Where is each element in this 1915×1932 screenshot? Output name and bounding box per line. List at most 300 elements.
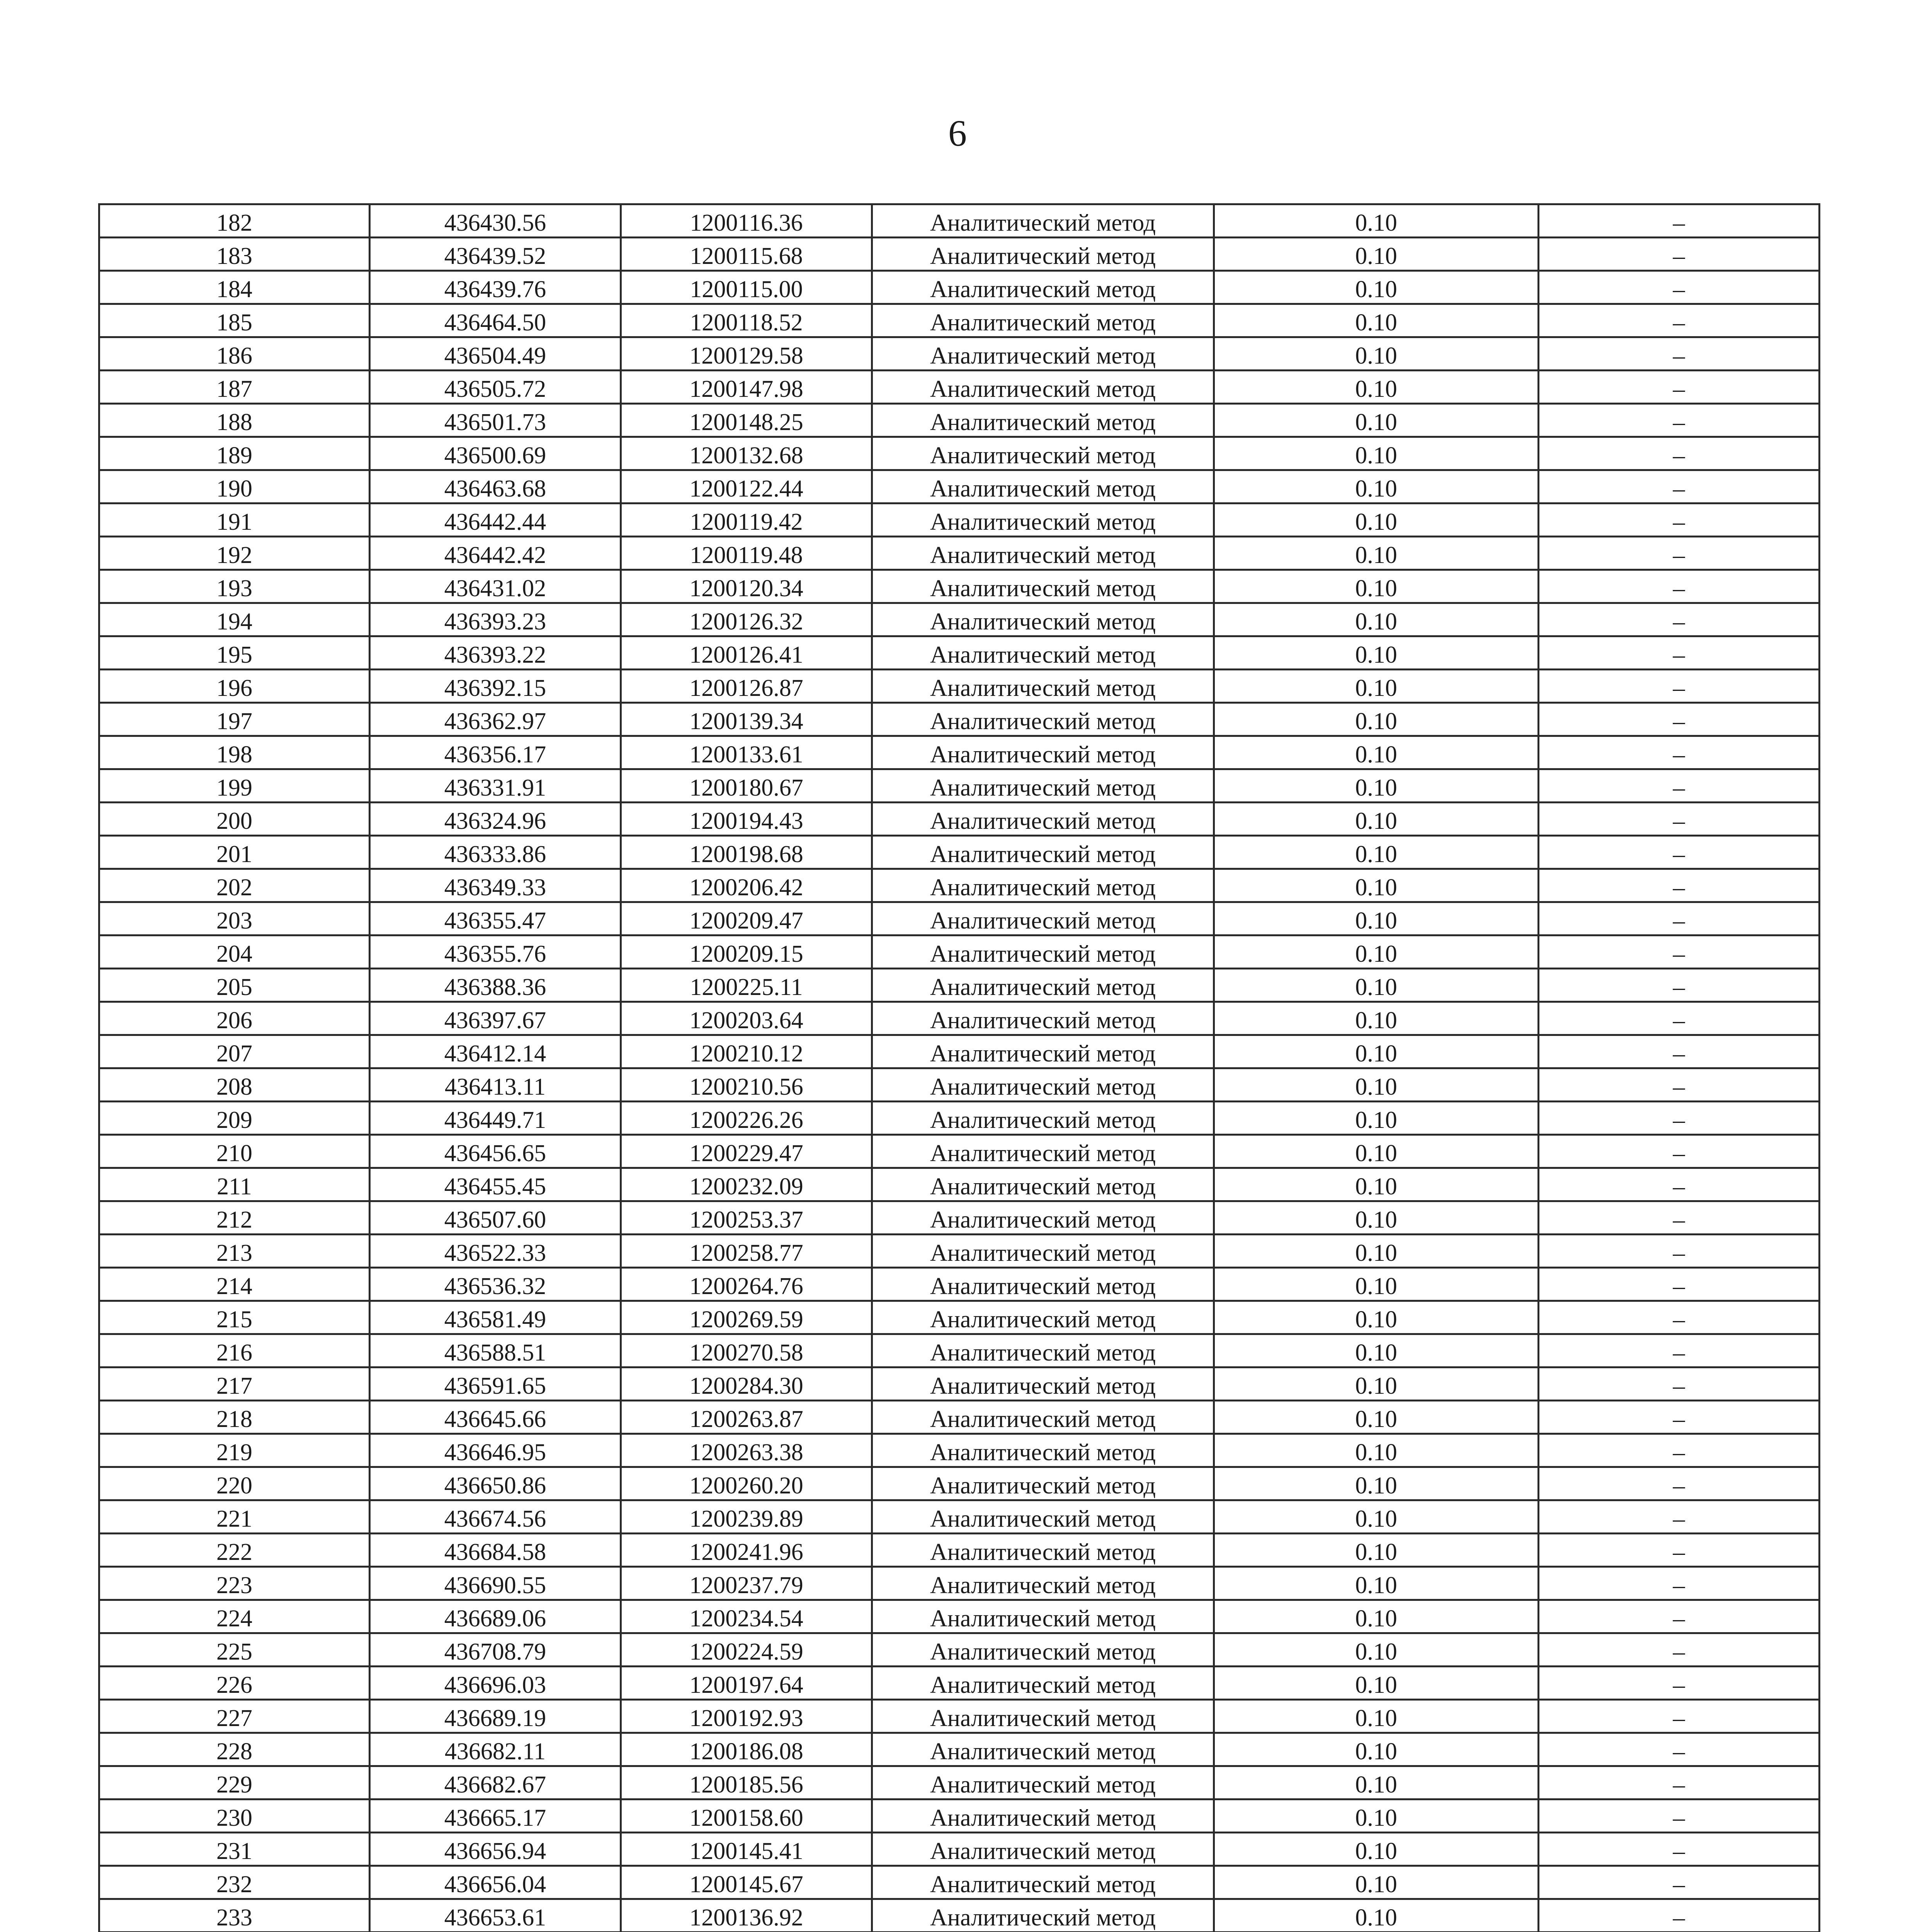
- method-cell: Аналитический метод: [872, 1401, 1214, 1434]
- note-cell: –: [1539, 537, 1820, 570]
- table-body: [99, 204, 1820, 1932]
- y-coordinate-cell: 1200264.76: [621, 1268, 872, 1301]
- note-cell: –: [1539, 636, 1820, 670]
- table-row: [99, 836, 1820, 869]
- table-row: [99, 1268, 1820, 1301]
- y-coordinate-cell: 1200239.89: [621, 1500, 872, 1534]
- y-coordinate-cell: 1200209.15: [621, 935, 872, 969]
- y-coordinate-cell: 1200284.30: [621, 1367, 872, 1401]
- method-cell: Аналитический метод: [872, 1500, 1214, 1534]
- table-row: [99, 1833, 1820, 1866]
- method-cell: Аналитический метод: [872, 736, 1214, 769]
- note-cell: –: [1539, 869, 1820, 902]
- note-cell: –: [1539, 1168, 1820, 1201]
- x-coordinate-cell: 436656.94: [370, 1833, 621, 1866]
- point-number-cell: 208: [99, 1068, 370, 1102]
- accuracy-cell: 0.10: [1214, 1467, 1539, 1500]
- note-cell: –: [1539, 1135, 1820, 1168]
- point-number-cell: 203: [99, 902, 370, 935]
- point-number-cell: 192: [99, 537, 370, 570]
- x-coordinate-cell: 436442.44: [370, 503, 621, 537]
- method-cell: Аналитический метод: [872, 1600, 1214, 1633]
- method-cell: Аналитический метод: [872, 1766, 1214, 1799]
- x-coordinate-cell: 436696.03: [370, 1667, 621, 1700]
- accuracy-cell: 0.10: [1214, 1534, 1539, 1567]
- note-cell: –: [1539, 238, 1820, 271]
- y-coordinate-cell: 1200225.11: [621, 969, 872, 1002]
- note-cell: –: [1539, 803, 1820, 836]
- point-number-cell: 233: [99, 1899, 370, 1932]
- y-coordinate-cell: 1200120.34: [621, 570, 872, 603]
- accuracy-cell: 0.10: [1214, 1334, 1539, 1367]
- note-cell: –: [1539, 1235, 1820, 1268]
- y-coordinate-cell: 1200260.20: [621, 1467, 872, 1500]
- x-coordinate-cell: 436665.17: [370, 1799, 621, 1833]
- note-cell: –: [1539, 304, 1820, 337]
- accuracy-cell: 0.10: [1214, 570, 1539, 603]
- table-row: [99, 1201, 1820, 1235]
- x-coordinate-cell: 436684.58: [370, 1534, 621, 1567]
- table-row: [99, 1534, 1820, 1567]
- note-cell: –: [1539, 736, 1820, 769]
- point-number-cell: 218: [99, 1401, 370, 1434]
- point-number-cell: 230: [99, 1799, 370, 1833]
- note-cell: –: [1539, 437, 1820, 470]
- point-number-cell: 207: [99, 1035, 370, 1068]
- table-row: [99, 503, 1820, 537]
- note-cell: –: [1539, 1567, 1820, 1600]
- accuracy-cell: 0.10: [1214, 404, 1539, 437]
- point-number-cell: 204: [99, 935, 370, 969]
- x-coordinate-cell: 436463.68: [370, 470, 621, 503]
- point-number-cell: 219: [99, 1434, 370, 1467]
- method-cell: Аналитический метод: [872, 371, 1214, 404]
- table-row: [99, 470, 1820, 503]
- accuracy-cell: 0.10: [1214, 503, 1539, 537]
- point-number-cell: 188: [99, 404, 370, 437]
- table-row: [99, 1899, 1820, 1932]
- method-cell: Аналитический метод: [872, 836, 1214, 869]
- accuracy-cell: 0.10: [1214, 1633, 1539, 1667]
- note-cell: –: [1539, 1268, 1820, 1301]
- accuracy-cell: 0.10: [1214, 1600, 1539, 1633]
- point-number-cell: 221: [99, 1500, 370, 1534]
- point-number-cell: 198: [99, 736, 370, 769]
- point-number-cell: 183: [99, 238, 370, 271]
- method-cell: Аналитический метод: [872, 404, 1214, 437]
- note-cell: –: [1539, 1068, 1820, 1102]
- y-coordinate-cell: 1200139.34: [621, 703, 872, 736]
- note-cell: –: [1539, 703, 1820, 736]
- x-coordinate-cell: 436331.91: [370, 769, 621, 803]
- note-cell: –: [1539, 1467, 1820, 1500]
- y-coordinate-cell: 1200263.87: [621, 1401, 872, 1434]
- method-cell: Аналитический метод: [872, 603, 1214, 636]
- x-coordinate-cell: 436431.02: [370, 570, 621, 603]
- accuracy-cell: 0.10: [1214, 1102, 1539, 1135]
- note-cell: –: [1539, 1500, 1820, 1534]
- y-coordinate-cell: 1200226.26: [621, 1102, 872, 1135]
- note-cell: –: [1539, 1700, 1820, 1733]
- y-coordinate-cell: 1200209.47: [621, 902, 872, 935]
- y-coordinate-cell: 1200115.00: [621, 271, 872, 304]
- point-number-cell: 194: [99, 603, 370, 636]
- x-coordinate-cell: 436690.55: [370, 1567, 621, 1600]
- table-row: [99, 1500, 1820, 1534]
- table-row: [99, 1600, 1820, 1633]
- point-number-cell: 229: [99, 1766, 370, 1799]
- accuracy-cell: 0.10: [1214, 836, 1539, 869]
- y-coordinate-cell: 1200115.68: [621, 238, 872, 271]
- note-cell: –: [1539, 1833, 1820, 1866]
- point-number-cell: 223: [99, 1567, 370, 1600]
- x-coordinate-cell: 436505.72: [370, 371, 621, 404]
- method-cell: Аналитический метод: [872, 636, 1214, 670]
- note-cell: –: [1539, 1600, 1820, 1633]
- point-number-cell: 189: [99, 437, 370, 470]
- x-coordinate-cell: 436412.14: [370, 1035, 621, 1068]
- x-coordinate-cell: 436356.17: [370, 736, 621, 769]
- table-row: [99, 670, 1820, 703]
- accuracy-cell: 0.10: [1214, 1833, 1539, 1866]
- x-coordinate-cell: 436455.45: [370, 1168, 621, 1201]
- point-number-cell: 182: [99, 204, 370, 238]
- x-coordinate-cell: 436656.04: [370, 1866, 621, 1899]
- method-cell: Аналитический метод: [872, 1235, 1214, 1268]
- note-cell: –: [1539, 1866, 1820, 1899]
- method-cell: Аналитический метод: [872, 769, 1214, 803]
- method-cell: Аналитический метод: [872, 1899, 1214, 1932]
- table-row: [99, 935, 1820, 969]
- table-row: [99, 736, 1820, 769]
- method-cell: Аналитический метод: [872, 1068, 1214, 1102]
- x-coordinate-cell: 436500.69: [370, 437, 621, 470]
- note-cell: –: [1539, 503, 1820, 537]
- accuracy-cell: 0.10: [1214, 204, 1539, 238]
- x-coordinate-cell: 436689.19: [370, 1700, 621, 1733]
- point-number-cell: 215: [99, 1301, 370, 1334]
- method-cell: Аналитический метод: [872, 1467, 1214, 1500]
- y-coordinate-cell: 1200145.41: [621, 1833, 872, 1866]
- note-cell: –: [1539, 271, 1820, 304]
- method-cell: Аналитический метод: [872, 470, 1214, 503]
- method-cell: Аналитический метод: [872, 437, 1214, 470]
- method-cell: Аналитический метод: [872, 1301, 1214, 1334]
- table-row: [99, 1235, 1820, 1268]
- accuracy-cell: 0.10: [1214, 1899, 1539, 1932]
- y-coordinate-cell: 1200269.59: [621, 1301, 872, 1334]
- x-coordinate-cell: 436397.67: [370, 1002, 621, 1035]
- x-coordinate-cell: 436393.23: [370, 603, 621, 636]
- x-coordinate-cell: 436430.56: [370, 204, 621, 238]
- note-cell: –: [1539, 1799, 1820, 1833]
- accuracy-cell: 0.10: [1214, 1035, 1539, 1068]
- x-coordinate-cell: 436591.65: [370, 1367, 621, 1401]
- method-cell: Аналитический метод: [872, 1799, 1214, 1833]
- point-number-cell: 213: [99, 1235, 370, 1268]
- note-cell: –: [1539, 769, 1820, 803]
- accuracy-cell: 0.10: [1214, 1367, 1539, 1401]
- point-number-cell: 205: [99, 969, 370, 1002]
- table-row: [99, 869, 1820, 902]
- y-coordinate-cell: 1200116.36: [621, 204, 872, 238]
- y-coordinate-cell: 1200270.58: [621, 1334, 872, 1367]
- y-coordinate-cell: 1200197.64: [621, 1667, 872, 1700]
- table-row: [99, 1467, 1820, 1500]
- method-cell: Аналитический метод: [872, 1035, 1214, 1068]
- y-coordinate-cell: 1200237.79: [621, 1567, 872, 1600]
- y-coordinate-cell: 1200129.58: [621, 337, 872, 371]
- accuracy-cell: 0.10: [1214, 969, 1539, 1002]
- table-row: [99, 1068, 1820, 1102]
- table-row: [99, 902, 1820, 935]
- method-cell: Аналитический метод: [872, 537, 1214, 570]
- y-coordinate-cell: 1200234.54: [621, 1600, 872, 1633]
- accuracy-cell: 0.10: [1214, 1434, 1539, 1467]
- table-row: [99, 1799, 1820, 1833]
- note-cell: –: [1539, 470, 1820, 503]
- accuracy-cell: 0.10: [1214, 703, 1539, 736]
- method-cell: Аналитический метод: [872, 503, 1214, 537]
- x-coordinate-cell: 436536.32: [370, 1268, 621, 1301]
- method-cell: Аналитический метод: [872, 1168, 1214, 1201]
- x-coordinate-cell: 436439.76: [370, 271, 621, 304]
- y-coordinate-cell: 1200198.68: [621, 836, 872, 869]
- method-cell: Аналитический метод: [872, 1833, 1214, 1866]
- y-coordinate-cell: 1200136.92: [621, 1899, 872, 1932]
- note-cell: –: [1539, 1899, 1820, 1932]
- coordinates-table: [98, 203, 1820, 1932]
- point-number-cell: 232: [99, 1866, 370, 1899]
- accuracy-cell: 0.10: [1214, 271, 1539, 304]
- table-row: [99, 1367, 1820, 1401]
- table-row: [99, 537, 1820, 570]
- point-number-cell: 187: [99, 371, 370, 404]
- table-row: [99, 1567, 1820, 1600]
- x-coordinate-cell: 436439.52: [370, 238, 621, 271]
- table-row: [99, 238, 1820, 271]
- point-number-cell: 195: [99, 636, 370, 670]
- note-cell: –: [1539, 902, 1820, 935]
- table-row: [99, 1102, 1820, 1135]
- accuracy-cell: 0.10: [1214, 1301, 1539, 1334]
- accuracy-cell: 0.10: [1214, 1567, 1539, 1600]
- accuracy-cell: 0.10: [1214, 902, 1539, 935]
- note-cell: –: [1539, 1035, 1820, 1068]
- note-cell: –: [1539, 969, 1820, 1002]
- table-row: [99, 1035, 1820, 1068]
- note-cell: –: [1539, 1733, 1820, 1766]
- table-row: [99, 337, 1820, 371]
- note-cell: –: [1539, 1201, 1820, 1235]
- x-coordinate-cell: 436682.11: [370, 1733, 621, 1766]
- y-coordinate-cell: 1200229.47: [621, 1135, 872, 1168]
- y-coordinate-cell: 1200119.42: [621, 503, 872, 537]
- table-row: [99, 803, 1820, 836]
- method-cell: Аналитический метод: [872, 238, 1214, 271]
- method-cell: Аналитический метод: [872, 1567, 1214, 1600]
- accuracy-cell: 0.10: [1214, 304, 1539, 337]
- method-cell: Аналитический метод: [872, 902, 1214, 935]
- accuracy-cell: 0.10: [1214, 1799, 1539, 1833]
- accuracy-cell: 0.10: [1214, 636, 1539, 670]
- point-number-cell: 226: [99, 1667, 370, 1700]
- note-cell: –: [1539, 1434, 1820, 1467]
- accuracy-cell: 0.10: [1214, 1766, 1539, 1799]
- y-coordinate-cell: 1200133.61: [621, 736, 872, 769]
- note-cell: –: [1539, 371, 1820, 404]
- table-row: [99, 1700, 1820, 1733]
- table-row: [99, 1667, 1820, 1700]
- method-cell: Аналитический метод: [872, 204, 1214, 238]
- note-cell: –: [1539, 935, 1820, 969]
- note-cell: –: [1539, 1102, 1820, 1135]
- method-cell: Аналитический метод: [872, 1534, 1214, 1567]
- note-cell: –: [1539, 1633, 1820, 1667]
- x-coordinate-cell: 436501.73: [370, 404, 621, 437]
- note-cell: –: [1539, 1367, 1820, 1401]
- accuracy-cell: 0.10: [1214, 935, 1539, 969]
- point-number-cell: 201: [99, 836, 370, 869]
- y-coordinate-cell: 1200232.09: [621, 1168, 872, 1201]
- table-row: [99, 304, 1820, 337]
- point-number-cell: 211: [99, 1168, 370, 1201]
- point-number-cell: 199: [99, 769, 370, 803]
- method-cell: Аналитический метод: [872, 1201, 1214, 1235]
- accuracy-cell: 0.10: [1214, 1500, 1539, 1534]
- y-coordinate-cell: 1200206.42: [621, 869, 872, 902]
- note-cell: –: [1539, 1002, 1820, 1035]
- x-coordinate-cell: 436650.86: [370, 1467, 621, 1500]
- accuracy-cell: 0.10: [1214, 1700, 1539, 1733]
- table-row: [99, 636, 1820, 670]
- y-coordinate-cell: 1200148.25: [621, 404, 872, 437]
- table-row: [99, 969, 1820, 1002]
- y-coordinate-cell: 1200158.60: [621, 1799, 872, 1833]
- point-number-cell: 206: [99, 1002, 370, 1035]
- accuracy-cell: 0.10: [1214, 803, 1539, 836]
- point-number-cell: 216: [99, 1334, 370, 1367]
- method-cell: Аналитический метод: [872, 1434, 1214, 1467]
- accuracy-cell: 0.10: [1214, 1667, 1539, 1700]
- method-cell: Аналитический метод: [872, 1667, 1214, 1700]
- point-number-cell: 191: [99, 503, 370, 537]
- accuracy-cell: 0.10: [1214, 437, 1539, 470]
- point-number-cell: 197: [99, 703, 370, 736]
- accuracy-cell: 0.10: [1214, 1733, 1539, 1766]
- accuracy-cell: 0.10: [1214, 238, 1539, 271]
- table-row: [99, 603, 1820, 636]
- point-number-cell: 217: [99, 1367, 370, 1401]
- note-cell: –: [1539, 836, 1820, 869]
- y-coordinate-cell: 1200118.52: [621, 304, 872, 337]
- x-coordinate-cell: 436646.95: [370, 1434, 621, 1467]
- y-coordinate-cell: 1200119.48: [621, 537, 872, 570]
- point-number-cell: 212: [99, 1201, 370, 1235]
- table-row: [99, 437, 1820, 470]
- table-row: [99, 404, 1820, 437]
- x-coordinate-cell: 436708.79: [370, 1633, 621, 1667]
- x-coordinate-cell: 436362.97: [370, 703, 621, 736]
- method-cell: Аналитический метод: [872, 1633, 1214, 1667]
- x-coordinate-cell: 436324.96: [370, 803, 621, 836]
- accuracy-cell: 0.10: [1214, 371, 1539, 404]
- accuracy-cell: 0.10: [1214, 869, 1539, 902]
- table-row: [99, 1766, 1820, 1799]
- y-coordinate-cell: 1200203.64: [621, 1002, 872, 1035]
- y-coordinate-cell: 1200126.87: [621, 670, 872, 703]
- accuracy-cell: 0.10: [1214, 1168, 1539, 1201]
- x-coordinate-cell: 436413.11: [370, 1068, 621, 1102]
- y-coordinate-cell: 1200210.12: [621, 1035, 872, 1068]
- point-number-cell: 214: [99, 1268, 370, 1301]
- note-cell: –: [1539, 1534, 1820, 1567]
- note-cell: –: [1539, 404, 1820, 437]
- y-coordinate-cell: 1200194.43: [621, 803, 872, 836]
- accuracy-cell: 0.10: [1214, 1201, 1539, 1235]
- y-coordinate-cell: 1200126.32: [621, 603, 872, 636]
- table-row: [99, 1002, 1820, 1035]
- y-coordinate-cell: 1200126.41: [621, 636, 872, 670]
- point-number-cell: 210: [99, 1135, 370, 1168]
- table-row: [99, 703, 1820, 736]
- x-coordinate-cell: 436388.36: [370, 969, 621, 1002]
- method-cell: Аналитический метод: [872, 1733, 1214, 1766]
- table-row: [99, 1866, 1820, 1899]
- note-cell: –: [1539, 570, 1820, 603]
- table-row: [99, 1434, 1820, 1467]
- x-coordinate-cell: 436645.66: [370, 1401, 621, 1434]
- table-row: [99, 371, 1820, 404]
- accuracy-cell: 0.10: [1214, 537, 1539, 570]
- note-cell: –: [1539, 603, 1820, 636]
- point-number-cell: 190: [99, 470, 370, 503]
- method-cell: Аналитический метод: [872, 1334, 1214, 1367]
- point-number-cell: 200: [99, 803, 370, 836]
- point-number-cell: 196: [99, 670, 370, 703]
- method-cell: Аналитический метод: [872, 1102, 1214, 1135]
- x-coordinate-cell: 436355.47: [370, 902, 621, 935]
- x-coordinate-cell: 436393.22: [370, 636, 621, 670]
- x-coordinate-cell: 436504.49: [370, 337, 621, 371]
- point-number-cell: 222: [99, 1534, 370, 1567]
- y-coordinate-cell: 1200253.37: [621, 1201, 872, 1235]
- accuracy-cell: 0.10: [1214, 769, 1539, 803]
- method-cell: Аналитический метод: [872, 670, 1214, 703]
- y-coordinate-cell: 1200210.56: [621, 1068, 872, 1102]
- method-cell: Аналитический метод: [872, 969, 1214, 1002]
- y-coordinate-cell: 1200185.56: [621, 1766, 872, 1799]
- y-coordinate-cell: 1200258.77: [621, 1235, 872, 1268]
- note-cell: –: [1539, 204, 1820, 238]
- note-cell: –: [1539, 670, 1820, 703]
- point-number-cell: 186: [99, 337, 370, 371]
- table-row: [99, 271, 1820, 304]
- y-coordinate-cell: 1200224.59: [621, 1633, 872, 1667]
- point-number-cell: 220: [99, 1467, 370, 1500]
- point-number-cell: 184: [99, 271, 370, 304]
- x-coordinate-cell: 436449.71: [370, 1102, 621, 1135]
- method-cell: Аналитический метод: [872, 271, 1214, 304]
- accuracy-cell: 0.10: [1214, 1866, 1539, 1899]
- method-cell: Аналитический метод: [872, 935, 1214, 969]
- x-coordinate-cell: 436653.61: [370, 1899, 621, 1932]
- note-cell: –: [1539, 1766, 1820, 1799]
- accuracy-cell: 0.10: [1214, 1268, 1539, 1301]
- y-coordinate-cell: 1200147.98: [621, 371, 872, 404]
- accuracy-cell: 0.10: [1214, 337, 1539, 371]
- point-number-cell: 209: [99, 1102, 370, 1135]
